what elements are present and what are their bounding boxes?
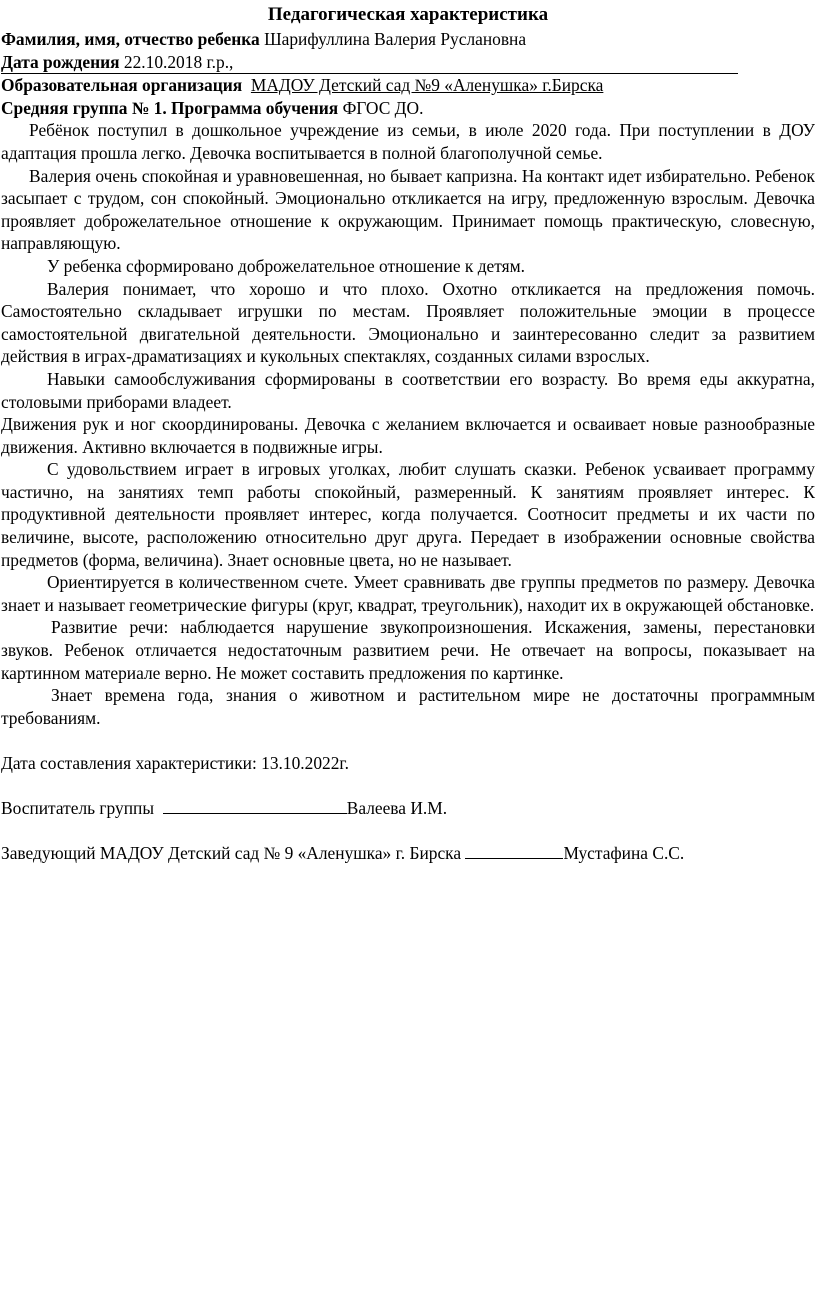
spacer	[1, 729, 815, 752]
fio-label: Фамилия, имя, отчество ребенка	[1, 29, 260, 49]
group-label: Средняя группа № 1. Программа обучения	[1, 97, 339, 118]
document-title: Педагогическая характеристика	[267, 4, 549, 25]
group-line	[1, 97, 815, 120]
fio-value: Шарифуллина Валерия Руслановна	[259, 29, 527, 49]
paragraph-self-care: Навыки самообслуживания сформированы в соответствии его возрасту. Во время еды аккуратна, столовыми приборами владеет.	[1, 368, 815, 412]
head-signature-line	[1, 842, 815, 865]
head-name: Мустафина С.С.	[563, 843, 685, 864]
spacer	[1, 775, 815, 798]
org-label: Образовательная организация	[1, 75, 243, 96]
teacher-label: Воспитатель группы	[1, 798, 155, 819]
date-line: Дата составления характеристики: 13.10.2022г.	[1, 753, 349, 773]
paragraph-knowledge: Знает времена года, знания о животном и растительном мире не достаточны программным требованиям.	[1, 685, 815, 728]
paragraph-temperament: Валерия очень спокойная и уравновешенная, но бывает капризна. На контакт идет избирательно. Ребенок засыпает с трудом, сон спокойный. Эмоционально откликается на игру, предложенную взрослым. Девочка проявляет доброжелательное отношение к окружающим. Принимает помощь практическую, словесную, направляющую.	[1, 165, 815, 254]
paragraph-behavior: Валерия понимает, что хорошо и что плохо. Охотно откликается на предложения помочь. Самостоятельно складывает игрушки по местам. Проявляет положительные эмоции в процессе самостоятельной двигательной деятельности. Эмоционально и заинтересованно следит за развитием действия в играх-драматизациях и кукольных спектаклях, созданных силами взрослых.	[1, 278, 815, 367]
teacher-name: Валеева И.М.	[346, 798, 448, 819]
teacher-signature-line	[1, 797, 815, 820]
head-signature-blank	[465, 842, 563, 859]
paragraph-math: Ориентируется в количественном счете. Умеет сравнивать две группы предметов по размеру. Девочка знает и называет геометрические фигуры (круг, квадрат, треугольник), находит их в окружающей обстановке.	[1, 572, 815, 615]
dob-underline	[1, 51, 738, 75]
dob-value: 22.10.2018 г.р.,	[119, 51, 234, 72]
head-label: Заведующий МАДОУ Детский сад № 9 «Аленушка» г. Бирска	[1, 843, 462, 864]
paragraph-movement: Движения рук и ног скоординированы. Девочка с желанием включается и осваивает новые разнообразные движения. Активно включается в подвижные игры.	[1, 414, 815, 457]
spacer	[1, 820, 815, 843]
paragraph-attitude: У ребенка сформировано доброжелательное отношение к детям.	[47, 255, 526, 276]
dob-label: Дата рождения	[1, 51, 120, 72]
org-value: МАДОУ Детский сад №9 «Аленушка» г.Бирска	[250, 75, 604, 96]
group-value: ФГОС ДО.	[338, 97, 424, 118]
paragraph-play-learning: С удовольствием играет в игровых уголках, любит слушать сказки. Ребенок усваивает программу частично, на занятиях темп работы спокойный, размеренный. К занятиям проявляет интерес. К продуктивной деятельности проявляет интерес, когда получается. Соотносит предметы и их части по величине, высоте, расположению относительно друг друга. Передает в изображении основные свойства предметов (форма, величина). Знает основные цвета, но не называет.	[1, 459, 815, 570]
teacher-signature-blank	[163, 797, 347, 814]
dob-line	[1, 51, 815, 75]
paragraph-speech: Развитие речи: наблюдается нарушение звукопроизношения. Искажения, замены, перестановки звуков. Ребенок отличается недостаточным развитием речи. Не отвечает на вопросы, показывает на картинном материале верно. Не может составить предложения по картинке.	[1, 617, 815, 683]
fio-line	[1, 28, 815, 51]
paragraph-admission: Ребёнок поступил в дошкольное учреждение из семьи, в июле 2020 года. При поступлении в ДОУ адаптация прошла легко. Девочка воспитывается в полной благополучной семье.	[1, 120, 815, 163]
org-line	[1, 74, 815, 97]
